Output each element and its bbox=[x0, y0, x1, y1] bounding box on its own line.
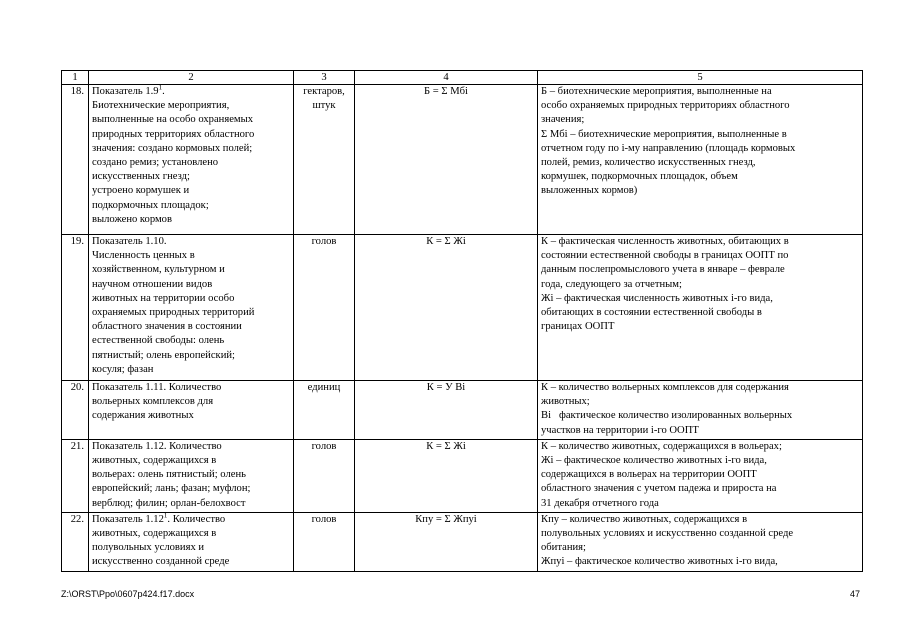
unit-cell bbox=[294, 439, 355, 512]
page-footer bbox=[61, 589, 862, 603]
column-header: 2 bbox=[89, 71, 294, 85]
indicator-line: вольерных комплексов для bbox=[92, 396, 214, 408]
indicator-line: выложено кормов bbox=[92, 213, 172, 225]
description-line: Жi – фактическая численность животных i-го вида, bbox=[541, 292, 773, 304]
formula-cell: К = Σ Жi bbox=[355, 235, 538, 381]
indicator-line: искусственных гнезд; bbox=[92, 171, 190, 183]
formula-cell: Б = Σ Мбi bbox=[355, 85, 538, 235]
table-row bbox=[62, 235, 863, 381]
indicator-cell bbox=[89, 381, 294, 440]
description-line: кормушек, подкормочных площадок, объем bbox=[541, 171, 738, 183]
unit-cell bbox=[294, 381, 355, 440]
indicator-title bbox=[92, 513, 290, 527]
indicator-line: полувольных условиях и bbox=[92, 542, 205, 554]
description-line: Вi фактическое количество изолированных вольерных bbox=[541, 410, 793, 422]
page-number: 47 bbox=[849, 589, 860, 599]
unit-cell bbox=[294, 85, 355, 235]
column-header: 5 bbox=[538, 71, 863, 85]
indicator-title bbox=[92, 85, 290, 99]
unit-line: голов bbox=[311, 513, 337, 525]
indicator-line: Биотехнические мероприятия, bbox=[92, 100, 230, 112]
unit-line: единиц bbox=[307, 382, 341, 393]
column-header: 1 bbox=[62, 71, 89, 85]
indicator-line: содержания животных bbox=[92, 410, 194, 422]
column-header: 4 bbox=[355, 71, 538, 85]
indicator-line: косуля; фазан bbox=[92, 363, 154, 375]
description-line: участков на территории i-го ООПТ bbox=[541, 424, 699, 436]
indicator-line: европейский; лань; фазан; муфлон; bbox=[92, 483, 251, 495]
description-line: значения; bbox=[541, 114, 585, 126]
description-cell bbox=[538, 85, 863, 235]
description-line: К – количество вольерных комплексов для содержания bbox=[541, 382, 789, 393]
unit-line: штук bbox=[312, 100, 336, 112]
description-cell bbox=[538, 235, 863, 381]
description-line: Жi – фактическое количество животных i-го вида, bbox=[541, 455, 767, 467]
indicator-line: хозяйственном, культурном и bbox=[92, 264, 225, 276]
description-line: животных; bbox=[541, 396, 590, 408]
indicator-line: областного значения в состоянии bbox=[92, 321, 242, 333]
description-line: Жпуi – фактическое количество животных i-го вида, bbox=[541, 556, 778, 568]
indicator-title-text: Показатель 1.10. bbox=[92, 236, 167, 247]
indicator-line: создано ремиз; установлено bbox=[92, 157, 219, 169]
indicator-cell bbox=[89, 85, 294, 235]
unit-cell bbox=[294, 235, 355, 381]
indicator-cell bbox=[89, 512, 294, 571]
indicator-line: пятнистый; олень европейский; bbox=[92, 349, 235, 361]
indicator-line: искусственно созданной среде bbox=[92, 556, 230, 568]
description-line: состоянии естественной свободы в границах ООПТ по bbox=[541, 250, 789, 262]
indicator-title-text: Показатель 1.12 bbox=[92, 513, 164, 525]
indicator-line: выполненные на особо охраняемых bbox=[92, 114, 254, 126]
table-row bbox=[62, 512, 863, 571]
description-line: границах ООПТ bbox=[541, 321, 615, 333]
indicator-footnote-mark: 1 bbox=[158, 84, 163, 92]
indicator-line: верблюд; филин; орлан-белохвост bbox=[92, 497, 246, 509]
table-row bbox=[62, 85, 863, 235]
indicator-title-text: Показатель 1.9 bbox=[92, 86, 159, 97]
row-number: 18. bbox=[62, 85, 89, 235]
unit-cell bbox=[294, 512, 355, 571]
indicator-title bbox=[92, 235, 290, 249]
file-path: Z:\ORST\Ppo\0607p424.f17.docx bbox=[61, 589, 195, 599]
indicator-cell bbox=[89, 439, 294, 512]
indicator-line: Численность ценных в bbox=[92, 250, 195, 262]
table-row bbox=[62, 381, 863, 440]
formula-cell: Кпу = Σ Жпуi bbox=[355, 512, 538, 571]
description-line: Б – биотехнические мероприятия, выполненные на bbox=[541, 86, 772, 97]
table-row bbox=[62, 439, 863, 512]
description-cell bbox=[538, 439, 863, 512]
unit-line: голов bbox=[311, 440, 337, 452]
indicator-line: животных, содержащихся в bbox=[92, 455, 217, 467]
row-number: 21. bbox=[62, 439, 89, 512]
row-number: 19. bbox=[62, 235, 89, 381]
description-line: отчетном году по i-му направлению (площадь кормовых bbox=[541, 142, 796, 154]
description-line: полей, ремиз, количество искусственных гнезд, bbox=[541, 157, 756, 169]
description-line: К – фактическая численность животных, обитающих в bbox=[541, 236, 789, 247]
indicator-cell bbox=[89, 235, 294, 381]
description-line: обитания; bbox=[541, 542, 586, 554]
table-header-row bbox=[62, 71, 863, 85]
indicator-title bbox=[92, 381, 290, 395]
indicator-title-text: Показатель 1.12. Количество bbox=[92, 440, 222, 452]
formula-cell: К = Σ Жi bbox=[355, 439, 538, 512]
indicator-line: научном отношении видов bbox=[92, 278, 213, 290]
indicator-line: природных территориях областного bbox=[92, 128, 255, 140]
description-line: обитающих в состоянии естественной свободы в bbox=[541, 307, 762, 319]
column-header: 3 bbox=[294, 71, 355, 85]
description-cell bbox=[538, 381, 863, 440]
indicator-line: охраняемых природных территорий bbox=[92, 307, 255, 319]
indicator-line: устроено кормушек и bbox=[92, 185, 190, 197]
row-number: 20. bbox=[62, 381, 89, 440]
description-line: К – количество животных, содержащихся в вольерах; bbox=[541, 440, 782, 452]
description-cell bbox=[538, 512, 863, 571]
formula-cell: К = У Вi bbox=[355, 381, 538, 440]
description-line: года, следующего за отчетным; bbox=[541, 278, 682, 290]
indicator-title-text: Показатель 1.11. Количество bbox=[92, 382, 222, 393]
description-line: особо охраняемых природных территориях областного bbox=[541, 100, 790, 112]
indicator-line: животных, содержащихся в bbox=[92, 528, 217, 540]
unit-line: гектаров, bbox=[303, 86, 345, 97]
indicator-line: вольерах: олень пятнистый; олень bbox=[92, 469, 246, 481]
indicator-footnote-mark: 1 bbox=[163, 512, 168, 520]
description-line: Кпу – количество животных, содержащихся в bbox=[541, 513, 748, 525]
indicator-title-suffix: . bbox=[162, 86, 165, 97]
description-line: областного значения с учетом падежа и прироста на bbox=[541, 483, 777, 495]
description-line: Σ Мбi – биотехнические мероприятия, выполненные в bbox=[541, 128, 787, 140]
description-line: выложенных кормов) bbox=[541, 185, 638, 197]
indicator-title-suffix: . Количество bbox=[167, 513, 226, 525]
indicator-line: подкормочных площадок; bbox=[92, 199, 209, 211]
indicator-title bbox=[92, 440, 290, 454]
description-line: 31 декабря отчетного года bbox=[541, 497, 659, 509]
indicator-line: значения: создано кормовых полей; bbox=[92, 142, 253, 154]
description-line: данным послепромыслового учета в январе – феврале bbox=[541, 264, 785, 276]
unit-line: голов bbox=[311, 236, 337, 247]
description-line: полувольных условиях и искусственно созданной среде bbox=[541, 528, 794, 540]
indicators-table bbox=[61, 70, 863, 572]
row-number: 22. bbox=[62, 512, 89, 571]
description-line: содержащихся в вольерах на территории ООПТ bbox=[541, 469, 757, 481]
indicator-line: животных на территории особо bbox=[92, 292, 235, 304]
indicator-line: естественной свободы: олень bbox=[92, 335, 225, 347]
